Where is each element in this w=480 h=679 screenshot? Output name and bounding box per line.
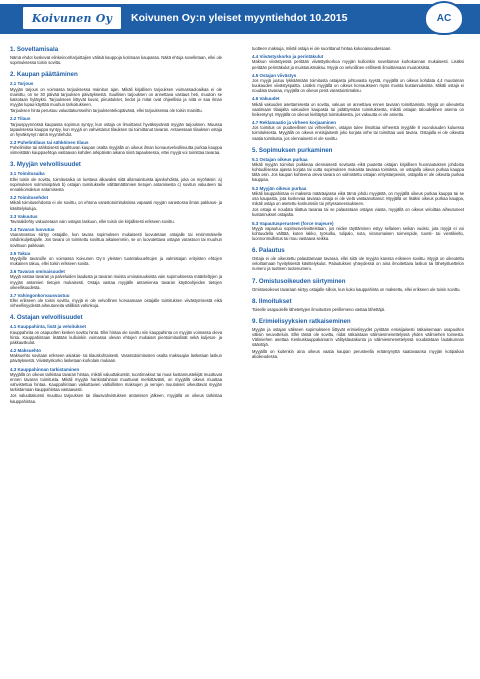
paragraph: Nämä ehdot koskevat elinkeinonharjoittajien välisiä kauppoja kotimaan kaupassa. Näitä ehtoja sovelletaan, ellei ole sopimuksessa toisin sovittu. bbox=[10, 55, 222, 66]
section-heading: 4. Ostajan velvollisuudet bbox=[10, 314, 83, 322]
paragraph: Maksuehto sovitaan erikseen asiakas- tai tilauskohtaisesti. Varastotoimitusten osalta maksuajan lasketaan laskun päiväyksestä. Viivästyskorko lasketaan korkolain mukaan. bbox=[10, 353, 222, 364]
subsection-heading: 4.1 Kauppahinta, lisät ja veloitukset bbox=[10, 324, 87, 330]
paragraph: Myydyille tavaroille on voimassa Koivunen Oy:n yleisten tuotetakuuehtojen ja valmistajan erityisten ehtojen mukainen takuu, ellei toisin erikseen sovita. bbox=[10, 255, 222, 267]
paragraph: Tavarakilehty vakuutetaan vain ostajan laskuun, ellei toisin ole kirjallisesti erikseen sovittu. bbox=[10, 218, 175, 224]
subsection-heading: 2.1 Tarjous bbox=[10, 81, 34, 87]
section-heading: 8. Ilmoitukset bbox=[252, 297, 292, 305]
subsection-heading: 2.3 Puhelintilaus tai sähköinen tilaus bbox=[10, 139, 89, 145]
paragraph: Jos myyjä joutuu lykkäämään toimitusta ostajasta johtuvasta syystä, myyjällä on oikeus kohdata 4,4 muutaman kuukauden viivästyspaitta. Lisäksi myyjällä on oikeus korvaukseen myös muista kustannuksista. Mikäli ostaja ei noudata tavaraa, myyjällä on oikeus periä varastointimaksu. bbox=[252, 77, 464, 94]
paragraph: Tarjouksen hinta perustuu valuuttakursseihin tarjouksentekopäivänä, ellei tarjouksessa ole toisin mainittu. bbox=[10, 108, 203, 114]
subsection-heading: 5.2 Myyjän oikeus purkaa bbox=[252, 185, 307, 191]
subsection-heading: 3.3 Vakuutus bbox=[10, 213, 38, 219]
section-heading: 1. Soveltamisala bbox=[10, 46, 59, 53]
section-heading: 6. Palautus bbox=[252, 247, 285, 255]
paragraph: Toiselle osapuolelle lähetettyjen ilmoitusten perillemeno vastaa lähettäjä. bbox=[252, 306, 386, 312]
subsection-heading: 3.6 Tavaran ominaisuudet bbox=[10, 269, 65, 275]
subsection-heading: 4.6 Vakuudet bbox=[252, 96, 280, 102]
badge-text: AC bbox=[436, 12, 452, 24]
paragraph: Mikäli toimitusehdosta ei ole sovittu, on ehtona varastotoimituksissa vapaasti myyjän varastossa ilman pakkaus- ja käsittelykuluja. bbox=[10, 200, 222, 211]
subsection-heading: 2.2 Tilaus bbox=[10, 116, 31, 122]
section-heading: 2. Kaupan päättäminen bbox=[10, 71, 78, 79]
paragraph: Vaaranvastuu siirtyy ostajalle, kun tavara sopimuksen mukaisesti luovutetaan ostajalle tai ensimmäiselle rahdinkuljettajalle. Jos tavara on toimitettu sovittua aikaisemmin, se on luovutettava ostajan varastoon tai muuhun sovittuun paikkaan. bbox=[10, 232, 222, 248]
left-column bbox=[10, 46, 222, 405]
paragraph: Tarjouspyynnössä kaupassa sopimus syntyy, kun ostaja on ilmoittanut hyväksyvänsä myyjän tarjouksen. Muussa tapauksessa kauppa syntyy, kun myyjä on vahvistanut tilauksen tai toimittanut tavaran. Antaessaan tilauksen ostaja on hyväksynyt nämä myyntiehdot. bbox=[10, 121, 222, 137]
paragraph: Myyjä vastaa tavaran ja palveluiden laadusta ja tavaran muista ominaisuuksista vain sopimuksessa määriteltyjen ja myyjän antamien tietojen mukaisesti. Ostaja vastaa myyjälle antamiensa tavaran käyttöohjeiden tietojen oikeellisuudesta. bbox=[10, 274, 222, 290]
right-column bbox=[252, 46, 464, 360]
document-title: Koivunen Oy:n yleiset myyntiehdot 10.2015 bbox=[131, 12, 348, 24]
ac-badge-icon bbox=[424, 1, 464, 35]
subsection-heading: 3.4 Tavaran luovutus bbox=[10, 227, 55, 233]
paragraph: Ostaja ei ole oikeutettu palauttamaan tavaraa, ellei siitä ole myyjän kanssa erikseen sovittu. Myyjä on oikeutettu veloittamaan hyvityksestä käsittelykulut. Palautuksen yhteydessä on aina ilmoitettava laskun tai lähetysluettelon numero ja tuotteen tuotenumero. bbox=[252, 256, 464, 272]
paragraph: Myyjän tarjous on voimassa tarjouksessa mainitun ajan. Mikäli kirjallisen tarjouksen voimassaoloaikaa ei ole mainittu, on se 30 päivää tarjouksen päiväyksestä. Suullisen tarjouksen on annettava vastaus heti, muutoin se katsotaan hylätyksi. Tarjoukseen liittyvät kuvat, piirustukset, tiedot ja mitat ovat ohjeellisia ja niitä ei saa ilman myyjän lupaa käyttää muuhun tarkoitukseen. bbox=[10, 86, 222, 107]
paragraph: Puhelimitse tai sähköisesti tapahtuvan kaupan osalta myyjällä on oikeus ilman korvausvelvollisuutta purkaa kauppa viimeistään kauppaehtoja vastaavan kahden arkipäivän aikana siinä tapauksessa, ettei myyjä voi toimittaa tavaraa. bbox=[10, 145, 222, 156]
section-heading: 9. Erimielisyyksien ratkaiseminen bbox=[252, 317, 351, 325]
paragraph: Ellei erikseen ole toisin sovittu, myyjä ei ole velvollinen korvaamaan ostajalle toimituksen viivästymisestä eikä virheellisyydestä aiheutuneita välillisiä vahinkoja. bbox=[10, 298, 222, 309]
paragraph: Mikäli vakuuden asettamisesta on sovittu, vakuus on annettava ennen tavaran toimittamista. Myyjä on oikeutettu vaatimaan tilaajalta vakuuden kaupasta tai pidättymään toimituksesta, mikäli ostajan taloudellinen asema on heikentynyt. Myyjällä on oikeus kieltäytyä toimituksesta, jos vakuutta ei ole annettu. bbox=[252, 101, 464, 117]
paragraph: Mikäli kauppahintaa ei makseta määräajassa eikä tämä johdu myyjästä, on myyjällä oikeus purkaa kauppa tai se osa kaupasta, jota koskevaa tavaraa ostaja ei ole vielä vastaanottanut. Myyjällä on lisäksi oikeus purkaa kauppa, mikäli ostaja on asetettu konkurssiin tai yrityssaneeraukseen. bbox=[252, 190, 464, 207]
subsection-heading: 4.4 Viivästyskorko ja perintäkulut bbox=[252, 54, 324, 60]
paragraph: Ellei toisin ole sovittu, toimitusaika on luettava alkavaksi siitä allamainituista ajankohdista, joka on myöhäisin: a) sopimuksen solmimispäivä b) ostajan toimitukselle välttämättömien tietojen antamisesta c) sovitun valuuteen tai ennakkomaksun antamisesta bbox=[10, 176, 222, 192]
paragraph: Mikäli myyjän toimitus poikkeaa olennaisesti sovitusta eikä puutetta ostajan kirjallisen huomautuksen johdosta kohtuullisessa ajassa korjata tai uutta sopimuksen mukaista tavaraa toimiteta, on ostajalla oikeus purkaa kauppa tältä osin. Jos kaupan kohteena oleva tavara on valmistettu ostajan erityistarpeisiin, ostajalla ei ole oikeutta purkaa kauppaa. bbox=[252, 161, 464, 183]
paragraph: tuotteen maksuja, mikäli ostaja ei ole suorittanut hintaa kokonaisuudessaan. bbox=[252, 46, 392, 51]
subsection-heading: 4.5 Ostajan viivästys bbox=[252, 72, 297, 78]
paragraph: Jos valuuttakurssi muuttuu tarjouksen tai tilausvahvistuksen antamisen jälkeen, myyjällä on oikeus tarkistaa kauppahintaa. bbox=[10, 393, 222, 404]
section-heading: 7. Omistusoikeuden siirtyminen bbox=[252, 277, 346, 285]
logo-text: Koivunen Oy bbox=[31, 11, 113, 25]
paragraph: Maksun viivästyessä peritään viivästyskorkoa myyjän kulloinkin soveltaman korkokannan mukaisesti. Lisäksi peritään perintäkulut ja muistutusmaksu. Myyjä on velvollinen erillisesti ilmoittamaan muutoksista. bbox=[252, 59, 464, 70]
paragraph: Myyjällä on oikeus tarkistaa tavaran hintaa, mikäli valuuttakurssit, tuontimaksut tai muut kustannustekijät muuttuvat ennen tavaran toimitusta. Mikäli myyjän hankintahinnat muuttuvat merkittävästi, on myyjällä oikeus muuttaa vahvistettua hintaa. Kauppahintaan vaikuttavien valtiollisten maksujen ja verojen muutokset oikeuttavat myyjän tarkistamaan kauppahintaa vastaavasti. bbox=[10, 371, 222, 393]
paragraph: Omistusoikeus tavaraan siirtyy ostajalle silloin, kun koko kauppahinta on maksettu, ellei erikseen ole toisin sovittu. bbox=[252, 286, 461, 292]
subsection-heading: 3.2 Toimitusehdot bbox=[10, 195, 49, 201]
company-logo bbox=[22, 6, 122, 30]
paragraph: Myyjällä on kuitenkin aina oikeus vaatia kaupan perusteella erääntynyttä saatavaansa myyjän kotipaikan alioikeudessa. bbox=[252, 348, 464, 359]
subsection-heading: 5.1 Ostajan oikeus purkaa bbox=[252, 156, 308, 162]
subsection-heading: 3.7 Vahingonkorvausvastuu bbox=[10, 292, 70, 298]
subsection-heading: 5.3 Vapautusperusteet (force majeure) bbox=[252, 220, 334, 226]
paragraph: Myyjän ja ostajan väliseen sopimukseen liittyvät erimielisyydet pyritään ensisijaisesti ratkaisemaan osapuolten välisin neuvotteluin. Ellei tässä ole sovittu, riidat ratkaistaan välimiesmenettelyssä yhden välimiehen toimesta. Välimiehen asettaa Keskuskauppakamarin välityslautakunta ja välimiesmenettelyssä noudatetaan lautakunnan sääntöjä. bbox=[252, 326, 464, 348]
subsection-heading: 4.7 Reklamaatio ja virheen korjaaminen bbox=[252, 120, 337, 126]
document-header bbox=[0, 0, 480, 38]
subsection-heading: 4.3 Kauppahinnan tarkistaminen bbox=[10, 366, 80, 372]
paragraph: Kauppahinta on osapuolten kesken sovittu hinta. Ellei hintaa ole sovittu niin kauppahinta on myyjän voimassa oleva hinta. Kauppahintaan lisätään kulloinkin voimassa olevan ehtojen mukaiset pientoimituslisät sekä kuljetus- ja pakkauskulut. bbox=[10, 329, 222, 345]
subsection-heading: 3.1 Toimitusaika bbox=[10, 171, 45, 177]
subsection-heading: 4.2 Maksuehto bbox=[10, 348, 42, 354]
paragraph: Jos toimitus on puutteellinen tai virheellinen, ostajan tulee ilmoittaa virheestä myyjälle 8 vuorokauden kuluessa toimituksesta. Myyjällä on oikeus ensisijaisesti joko korjata virhe tai toimittaa uusi tavara. Ostajalla ei ole oikeutta vaatia toimitusta, jos olennaisesti ei ole sovittu. bbox=[252, 125, 464, 141]
paragraph: Jos ostaja ei noudata tilattua tavaraa tai se palautetaan ostajan viasta, myyjällä on oikeus veloittaa aiheutuneet kustannukset ostajalta. bbox=[252, 207, 464, 218]
paragraph: Myyjä vapautuu sopimusvelvoitteistaan, jos niiden täyttäminen estyy sellaisen seikan vuoksi, jota myyjä ei voi kohtuudella välttää, kuten lakko, työsulku, tulipalo, sota, viranomaisen toimenpide, tuonti- tai vientikielto, luonnonmullistus tai muu vastaava seikka. bbox=[252, 225, 464, 242]
section-heading: 5. Sopimuksen purkaminen bbox=[252, 146, 333, 154]
subsection-heading: 3.5 Takuu bbox=[10, 250, 31, 256]
section-heading: 3. Myyjän velvollisuudet bbox=[10, 161, 81, 169]
